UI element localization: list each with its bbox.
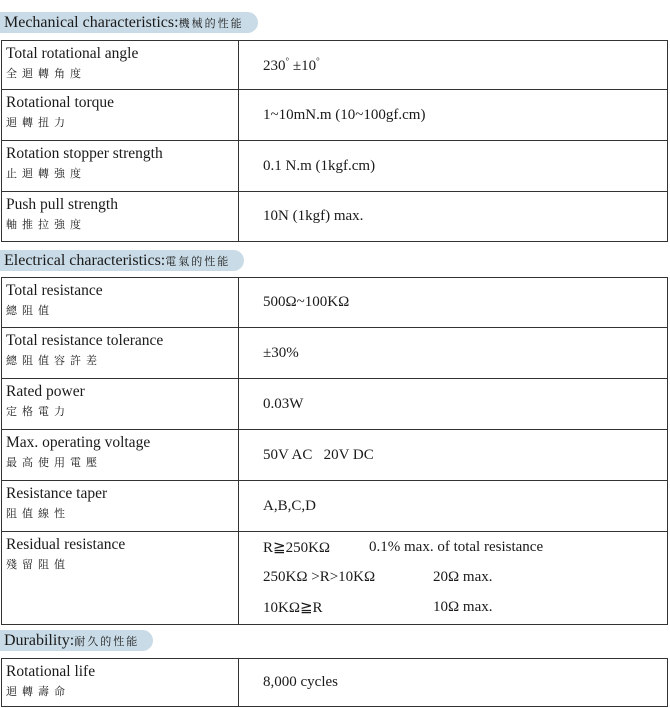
residual-range: 250KΩ >R>10KΩ <box>263 568 376 585</box>
row-value <box>239 41 668 90</box>
label-zh: 迴轉扭力 <box>6 116 70 129</box>
row-label <box>2 532 239 625</box>
row-label <box>2 90 239 141</box>
table-row <box>2 659 668 707</box>
electrical-title-zh: 電氣的性能 <box>165 255 231 268</box>
label-en: Rated power <box>6 383 85 400</box>
mechanical-table <box>1 40 668 242</box>
label-en: Total resistance <box>6 282 103 299</box>
residual-spec: 20Ω max. <box>433 568 493 585</box>
table-row <box>2 192 668 242</box>
row-value: 10N (1kgf) max. <box>239 192 668 242</box>
label-zh: 總阻值容許差 <box>6 354 102 367</box>
row-label <box>2 41 239 90</box>
residual-spec: 0.1% max. of total resistance <box>369 538 544 555</box>
row-value <box>239 532 668 625</box>
row-value: 8,000 cycles <box>239 659 668 707</box>
durability-table <box>1 658 668 707</box>
residual-range: 10KΩ≧R <box>263 599 323 616</box>
label-en: Residual resistance <box>6 536 126 553</box>
degree-mark: ° <box>285 55 290 66</box>
row-label <box>2 430 239 481</box>
table-row <box>2 41 668 90</box>
label-en: Push pull strength <box>6 196 118 213</box>
electrical-title-en: Electrical characteristics: <box>4 252 166 269</box>
durability-section-header <box>0 630 153 651</box>
mechanical-section-header <box>0 12 258 33</box>
label-zh: 迴轉壽命 <box>6 685 70 698</box>
table-row <box>2 328 668 379</box>
durability-title-en: Durability: <box>4 632 75 649</box>
row-value: 0.1 N.m (1kgf.cm) <box>239 141 668 192</box>
label-en: Total resistance tolerance <box>6 332 164 349</box>
label-zh: 最高使用電壓 <box>6 456 102 469</box>
row-label <box>2 379 239 430</box>
label-zh: 總阻值 <box>6 304 54 317</box>
label-en: Max. operating voltage <box>6 434 151 451</box>
table-row <box>2 278 668 328</box>
row-label <box>2 141 239 192</box>
label-en: Rotational torque <box>6 94 115 111</box>
residual-line <box>263 592 667 622</box>
label-zh: 阻值線性 <box>6 507 70 520</box>
table-row <box>2 379 668 430</box>
table-row <box>2 532 668 625</box>
mechanical-title-zh: 機械的性能 <box>178 17 244 30</box>
row-value: 1~10mN.m (10~100gf.cm) <box>239 90 668 141</box>
residual-spec: 10Ω max. <box>433 598 493 615</box>
row-label <box>2 328 239 379</box>
table-row <box>2 141 668 192</box>
row-value: A,B,C,D <box>239 481 668 532</box>
label-zh: 軸推拉強度 <box>6 218 86 231</box>
label-zh: 殘留阻值 <box>6 558 70 571</box>
table-row <box>2 481 668 532</box>
electrical-section-header <box>0 250 244 271</box>
residual-line <box>263 562 667 592</box>
label-zh: 全迴轉角度 <box>6 67 86 80</box>
label-zh: 止迴轉強度 <box>6 167 86 180</box>
label-zh: 定格電力 <box>6 405 70 418</box>
row-value: ±30% <box>239 328 668 379</box>
durability-title-zh: 耐久的性能 <box>74 635 140 648</box>
residual-line <box>263 532 667 562</box>
row-value: 50V AC 20V DC <box>239 430 668 481</box>
row-label <box>2 192 239 242</box>
label-en: Resistance taper <box>6 485 108 502</box>
residual-range: R≧250KΩ <box>263 539 331 556</box>
label-en: Rotation stopper strength <box>6 145 163 162</box>
mechanical-title-en: Mechanical characteristics: <box>4 14 179 31</box>
row-label <box>2 659 239 707</box>
row-value: 0.03W <box>239 379 668 430</box>
table-row <box>2 430 668 481</box>
degree-mark: ° <box>316 55 320 66</box>
label-en: Total rotational angle <box>6 45 139 62</box>
row-label <box>2 481 239 532</box>
row-value: 500Ω~100KΩ <box>239 278 668 328</box>
row-label <box>2 278 239 328</box>
electrical-table <box>1 277 668 625</box>
angle-tolerance: ±10 <box>292 57 317 74</box>
table-row <box>2 90 668 141</box>
label-en: Rotational life <box>6 663 96 680</box>
angle-value: 230 <box>263 57 286 74</box>
